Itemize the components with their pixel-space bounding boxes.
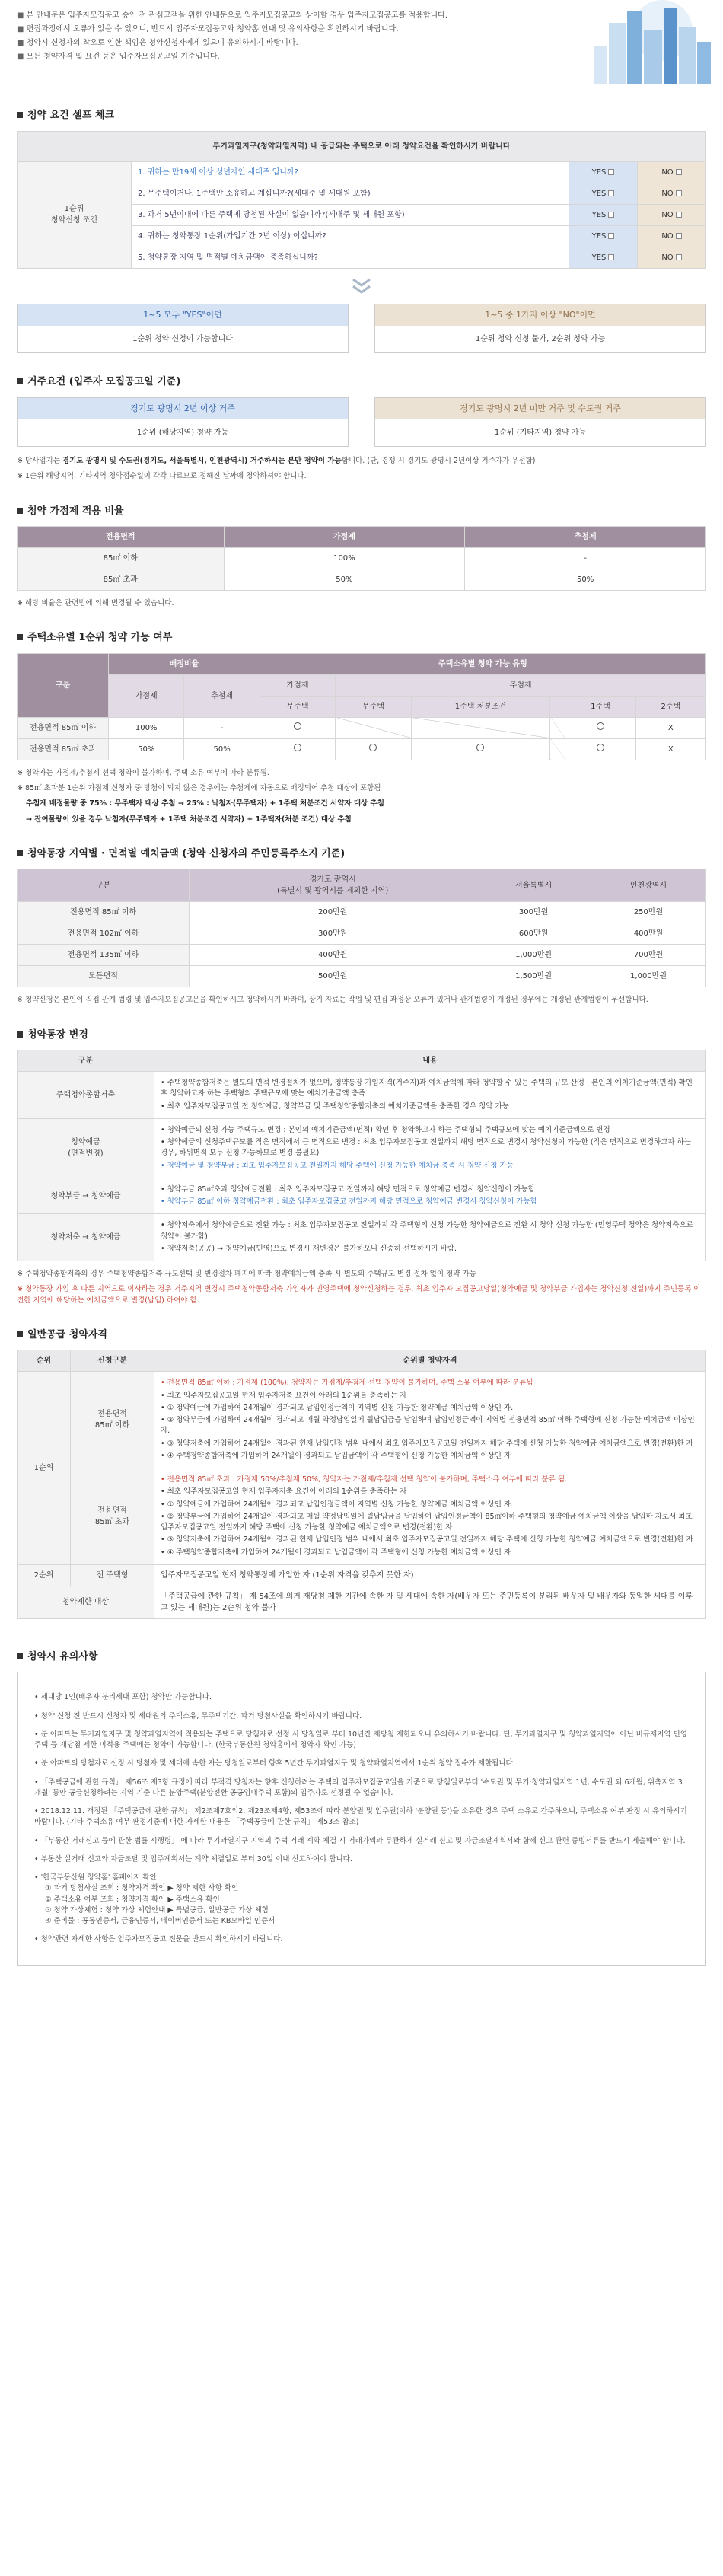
ownership-title: 주택소유별 1순위 청약 가능 여부 — [17, 630, 706, 646]
intro-item: ■ 청약시 신청자의 착오로 인한 책임은 청약신청자에게 있으니 유의하시기 바랍니다. — [17, 37, 549, 49]
general-title: 일반공급 청약자격 — [17, 1328, 706, 1343]
city-skyline-illustration — [548, 0, 715, 84]
table-header: 가점제 — [224, 527, 465, 548]
yes-option[interactable]: YES — [569, 161, 638, 183]
result-yes-card — [17, 304, 349, 354]
circle-icon — [369, 744, 377, 751]
intro-item: ■ 편집과정에서 오류가 있을 수 있으니, 반드시 입주자모집공고와 청약홈 안내 및 유의사항을 확인하시기 바랍니다. — [17, 24, 549, 35]
general-table: 순위 신청구분 순위별 청약자격 1순위 전용면적 85㎡ 이하 • 전용면적 85㎡ 이하 : 가점제 (100%), 청약자는 가점제/추첨제 선택 청약이 불가하며, 주택 소유 여부에 따라 분류됨 • 최초 입주자모집공고일 현재 입주자저축 요건이 아래의 1순위를 충족하는 자 • ① 청약예금에 가입하여 24개월이 경과되고 납입인정금액이 지역별 신청 가능한 청약예금 예치금액 이상인 자. • ② 청약부금에 가입하여 24개월이 경과되고 매월 약정납입일에 월납입금을 납입하여 납입인정금액이 지역별 전용면적 85㎡ 이하 주택형에 신청 가능한 예치금액 이상인 자. • ③ 청약저축에 가입하여 24개월이 경과된 현재 납입인정 범위 내에서 최초 입주자모집공고일 전일까지 해당 주택에 신청 가능한 청약예금 예치금액으로 변경(전환)한 자 • ④ 주택청약종합저축에 가입하여 24개월이 경과되고 납입금액이 각 주택형에 신청 가능한 예치금액 이상인 자 전용면적 85㎡ 초과 • 전용면적 85㎡ 초과 : 가점제 50%/추첨제 50%, 청약자는 가점제/추첨제 선택 청약이 불가하며, 주택소유 여부에 따라 분류 됨. • 최초 입주자모집공고일 현재 입주자저축 요건이 아래의 1순위를 충족하는 자 • ① 청약예금에 가입하여 24개월이 경과되고 납입인정금액이 지역별 신청 가능한 청약예금 예치금액 이상인 자. • ② 청약부금에 가입하여 24개월이 경과되고 매월 약정납입일에 월납입금을 납입하여 납입인정금액이 85㎡이하 주택형의 청약예금 예치금액 이상을 납입한 자로서 최초 입주자모집공고일 전일까지 해당 주택에 신청 가능한 청약예금 예치금액으로 변경(전환)한 자 • ③ 청약저축에 가입하여 24개월이 경과된 현재 납입인정 범위 내에서 최초 입주자모집공고일 전일까지 해당 주택에 신청 가능한 청약예금 예치금액으로 변경(전환)한 자 • ④ 주택청약종합저축에 가입하여 24개월이 경과되고 납입금액이 각 주택형에 신청 가능한 예치금액 이상인 자 2순위 전 주택형 입주자모집공고일 현재 청약통장에 가입한 자 (1순위 자격을 갖추지 못한 자) 청약제한 대상 「주택공급에 관한 규칙」 제 54조에 의거 재당첨 제한 기간에 속한 자 및 세대에 속한 자(배우자 또는 주민등록이 분리된 배우자 및 배우자와 동일한 세대를 이루고 있는 세대원)는 2순위 청약 불가 — [17, 1350, 706, 1619]
deposit-note: ※ 청약신청은 본인이 직접 관계 법령 및 입주자모집공고문을 확인하시고 청약하시기 바라며, 상기 자료는 작업 및 편집 과정상 오류가 있거나 관계법령이 개정된 경우에는 개정된 관계법령이 우선합니다. — [17, 996, 648, 1005]
list-item: • '한국부동산원 청약홈' 홈페이지 확인 ① 과거 당첨사실 조회 : 청약자격 확인 ▶ 청약 제한 사항 확인 ② 주택소유 여부 조회 : 청약자격 확인 ▶ 주택소유 확인 ③ 청약 가상체험 : 청약 가상 체험안내 ▶ 특별공급, 일반공급 가상 체험 ④ 준비물 : 공동인증서, 금융인증서, 네이버인증서 또는 KB모바일 인증서 — [34, 1873, 689, 1927]
no-option[interactable]: NO — [638, 183, 706, 204]
table-row: 청약저축 → 청약예금 • 청약저축에서 청약예금으로 전환 가능 : 최초 입주자모집공고 전일까지 각 주택형의 신청 가능한 청약예금으로 전환 시 청약 신청 가능함 (민영주택 청약은 청약저축으로 청약이 불가함) • 청약저축(공공) → 청약예금(민영)으로 변경시 재변경은 불가하오니 신중히 선택하시기 바람. — [18, 1214, 706, 1261]
checkbox-icon[interactable] — [676, 169, 682, 175]
self-check-row-label: 1순위 청약신청 조건 — [18, 161, 132, 268]
residence-cards — [17, 397, 706, 448]
checkbox-icon[interactable] — [608, 190, 614, 196]
residence-other-body: 1순위 (기타지역) 청약 가능 — [375, 419, 705, 446]
no-option[interactable]: NO — [638, 161, 706, 183]
table-row: 전용면적 102㎡ 이하 300만원 600만원 400만원 — [18, 923, 706, 945]
list-item: • 분 아파트의 당첨자로 선정 시 당첨자 및 세대에 속한 자는 당첨일로부터 향후 5년간 투기과열지구 및 청약과열지역에서 1순위 청약 접수가 제한됩니다. — [34, 1758, 689, 1769]
table-row: 청약제한 대상 「주택공급에 관한 규칙」 제 54조에 의거 재당첨 제한 기간에 속한 자 및 세대에 속한 자(배우자 또는 주민등록이 분리된 배우자 및 배우자와 동일한 세대를 이루고 있는 세대원)는 2순위 청약 불가 — [18, 1586, 706, 1618]
checkbox-icon[interactable] — [608, 169, 614, 175]
checkbox-icon[interactable] — [676, 190, 682, 196]
result-yes-body: 1순위 청약 신청이 가능합니다 — [18, 326, 348, 352]
change-note-1: ※ 주택청약종합저축의 경우 주택청약종합저축 규모선택 및 변경절차 폐지에 따라 청약예치금액 충족 시 별도의 주택규모 변경 절차 없이 청약 가능 — [17, 1270, 476, 1278]
intro-item: ■ 본 안내문은 입주자모집공고 승인 전 관심고객을 위한 안내문으로 입주자모집공고와 상이할 경우 입주자모집공고를 적용합니다. — [17, 10, 549, 21]
intro-list — [17, 10, 549, 62]
residence-local-card — [17, 397, 349, 448]
ratio-note: ※ 해당 비율은 관련법에 의해 변경될 수 있습니다. — [17, 599, 174, 607]
caution-box — [17, 1672, 706, 1965]
yes-option[interactable]: YES — [569, 183, 638, 204]
list-item: • 「부동산 거래신고 등에 관한 법률 시행령」 에 따라 투기과열지구 지역의 주택 거래 계약 체결 시 거래가액과 무관하게 실거래 신고 및 자금조달계획서와 함께 신고 관련 증빙서류를 반드시 제출해야 합니다. — [34, 1836, 689, 1847]
list-item: • 청약관련 자세한 사항은 입주자모집공고 전문을 반드시 확인하시기 바랍니다. — [34, 1934, 689, 1945]
list-item: • 분 아파트는 투기과열지구 및 청약과열지역에 적용되는 주택으로 당첨자로 선정 시 당첨일로 부터 10년간 재당첨 제한되오니 유의하시기 바랍니다. 단, 투기과열지구 및 청약과열지역이 아닌 비규제지역 민영주택 등 재당첨 제한 미적용 주택에는 청약이 가능합니다. (한국부동산원 청약홈에서 청약자 확인 가능) — [34, 1730, 689, 1752]
table-row: 전용면적 85㎡ 이하 100% - X — [18, 717, 706, 738]
result-cards — [17, 304, 706, 354]
list-item: • 2018.12.11. 개정된 「주택공급에 관한 규칙」 제2조제7호의2, 제23조제4항, 제53조에 따라 분양권 및 입주권(이하 '분양권 등')을 소유한 경우 주택 소유로 간주하오니, 주택소유 여부 판정 시 유의하시기 바랍니다. (기타 주택소유 여부 판정기준에 대한 자세한 내용은 「주택공급에 관한 규칙」 제53조 참조) — [34, 1806, 689, 1828]
residence-other-title: 경기도 광명시 2년 미만 거주 및 수도권 거주 — [375, 398, 705, 420]
table-row: 주택청약종합저축 • 주택청약종합저축은 별도의 면적 변경절차가 없으며, 청약통장 가입자격(거주지)과 예치금액에 따라 청약할 수 있는 주택의 규모 산정 : 본인의 예치기준금액(면적) 확인 후 청약하고자 하는 주택형의 주택규모에 맞는 예치기준금액 충족 • 최초 입주자모집공고일 전 청약예금, 청약부금 및 주택청약종합저축의 예치기준금액을 충족한 경우 청약 가능 — [18, 1072, 706, 1119]
checkbox-icon[interactable] — [608, 254, 614, 260]
residence-local-title: 경기도 광명시 2년 이상 거주 — [18, 398, 348, 420]
result-no-card — [374, 304, 706, 354]
ownership-table: 구분 배정비율 주택소유별 청약 가능 유형 가점제 추첨제 가점제 추첨제 무주택 무주택 1주택 처분조건 1주택 2주택 전용면적 85㎡ 이하 100% - X 전용면적 85㎡ 초과 50% 50% X — [17, 653, 706, 760]
checkbox-icon[interactable] — [676, 233, 682, 239]
question-1: 1. 귀하는 만19세 이상 성년자인 세대주 입니까? — [132, 161, 569, 183]
ratio-title: 청약 가점제 적용 비율 — [17, 504, 706, 519]
question-4: 4. 귀하는 청약통장 1순위(가입기간 2년 이상) 이십니까? — [132, 225, 569, 247]
circle-icon — [597, 744, 604, 751]
list-item: • 세대당 1인(배우자 분리세대 포함) 청약만 가능합니다. — [34, 1692, 689, 1703]
ownership-note-2: ※ 85㎡ 초과분 1순위 가점제 신청자 중 당첨이 되지 않은 경우에는 추첨제에 자동으로 배정되어 추첨 대상에 포함됨 — [17, 784, 381, 792]
intro-section — [0, 0, 723, 91]
caution-title: 청약시 유의사항 — [17, 1650, 706, 1665]
checkbox-icon[interactable] — [676, 254, 682, 260]
table-row: 전용면적 85㎡ 이하 200만원 300만원 250만원 — [18, 902, 706, 923]
residence-other-card — [374, 397, 706, 448]
intro-item: ■ 모든 청약자격 및 요건 등은 입주자모집공고일 기준입니다. — [17, 51, 549, 62]
table-row: 85㎡ 초과 50% 50% — [18, 569, 706, 591]
yes-option[interactable]: YES — [569, 247, 638, 268]
self-check-header: 투기과열지구(청약과열지역) 내 공급되는 주택으로 아래 청약요건을 확인하시기 바랍니다 — [18, 131, 706, 161]
table-row: 전용면적 85㎡ 초과 50% 50% X — [18, 738, 706, 760]
ownership-note-1: ※ 청약자는 가점제/추첨제 선택 청약이 불가하며, 주택 소유 여부에 따라 분류됨. — [17, 768, 269, 777]
table-row: 전용면적 85㎡ 초과 • 전용면적 85㎡ 초과 : 가점제 50%/추첨제 50%, 청약자는 가점제/추첨제 선택 청약이 불가하며, 주택소유 여부에 따라 분류 됨. • 최초 입주자모집공고일 현재 입주자저축 요건이 아래의 1순위를 충족하는 자 • ① 청약예금에 가입하여 24개월이 경과되고 납입인정금액이 지역별 신청 가능한 청약예금 예치금액 이상인 자. • ② 청약부금에 가입하여 24개월이 경과되고 매월 약정납입일에 월납입금을 납입하여 납입인정금액이 85㎡이하 주택형의 청약예금 예치금액 이상을 납입한 자로서 최초 입주자모집공고일 전일까지 해당 주택에 신청 가능한 청약예금 예치금액으로 변경(전환)한 자 • ③ 청약저축에 가입하여 24개월이 경과된 현재 납입인정 범위 내에서 최초 입주자모집공고일 전일까지 해당 주택에 신청 가능한 청약예금 예치금액으로 변경(전환)한 자 • ④ 주택청약종합저축에 가입하여 24개월이 경과되고 납입금액이 각 주택형에 신청 가능한 예치금액 이상인 자 — [18, 1468, 706, 1565]
ownership-note-4: → 잔여물량이 있을 경우 낙첨자(무주택자 + 1주택 처분조건 서약자) + 1주택자(처분 조건) 대상 추첨 — [26, 815, 352, 824]
residence-note-2: ※ 1순위 해당지역, 기타지역 청약접수일이 각각 다르므로 정해진 날짜에 청약하셔야 합니다. — [17, 472, 307, 481]
table-row: 청약예금 (면적변경) • 청약예금의 신청 가능 주택규모 변경 : 본인의 예치기준금액(면적) 확인 후 청약하고자 하는 주택형의 주택규모에 맞는 예치기준금액으로 변경 • 청약예금의 신청주택규모를 작은 면적에서 큰 면적으로 변경 : 최초 입주자모집공고 전일까지 해당 면적으로 변경시 청약신청이 가능한 (작은 면적으로 변경하고자 하는 경우, 하위면적 모두 신청 가능하므로 변경 불필요) • 청약예금 및 청약부금 : 최초 입주자모집공고 전일까지 해당 주택에 신청 가능한 예치금 충족 시 청약 신청 가능 — [18, 1118, 706, 1178]
table-row: 1순위 전용면적 85㎡ 이하 • 전용면적 85㎡ 이하 : 가점제 (100%), 청약자는 가점제/추첨제 선택 청약이 불가하며, 주택 소유 여부에 따라 분류됨 • 최초 입주자모집공고일 현재 입주자저축 요건이 아래의 1순위를 충족하는 자 • ① 청약예금에 가입하여 24개월이 경과되고 납입인정금액이 지역별 신청 가능한 청약예금 예치금액 이상인 자. • ② 청약부금에 가입하여 24개월이 경과되고 매월 약정납입일에 월납입금을 납입하여 납입인정금액이 지역별 전용면적 85㎡ 이하 주택형에 신청 가능한 예치금액 이상인 자. • ③ 청약저축에 가입하여 24개월이 경과된 현재 납입인정 범위 내에서 최초 입주자모집공고일 전일까지 해당 주택에 신청 가능한 청약예금 예치금액으로 변경(전환)한 자 • ④ 주택청약종합저축에 가입하여 24개월이 경과되고 납입금액이 각 주택형에 신청 가능한 예치금액 이상인 자 — [18, 1372, 706, 1468]
yes-option[interactable]: YES — [569, 225, 638, 247]
table-header: 추첨제 — [465, 527, 706, 548]
list-item: • 부동산 실거래 신고와 자금조달 및 입주계획서는 계약 체결일로 부터 30일 이내 신고하여야 합니다. — [34, 1854, 689, 1865]
circle-icon — [476, 744, 484, 751]
question-5: 5. 청약통장 지역 및 면적별 예치금액이 충족하십니까? — [132, 247, 569, 268]
question-2: 2. 무주택이거나, 1주택만 소유하고 계십니까?(세대주 및 세대원 포함) — [132, 183, 569, 204]
checkbox-icon[interactable] — [676, 212, 682, 218]
residence-note-1: ※ 당사업지는 경기도 광명시 및 수도권(경기도, 서울특별시, 인천광역시) 거주하시는 분만 청약이 가능합니다. (단, 경쟁 시 경기도 광명시 2년이상 거주자가 우선함) — [17, 457, 536, 465]
list-item: • 청약 신청 전 반드시 신청자 및 세대원의 주택소유, 무주택기간, 과거 당첨사실을 확인하시기 바랍니다. — [34, 1711, 689, 1722]
table-row: 모든면적 500만원 1,500만원 1,000만원 — [18, 966, 706, 987]
result-no-title: 1~5 중 1가지 이상 "NO"이면 — [375, 304, 705, 327]
result-yes-title: 1~5 모두 "YES"이면 — [18, 304, 348, 327]
table-row: 85㎡ 이하 100% - — [18, 548, 706, 569]
table-header: 전용면적 — [18, 527, 225, 548]
self-check-title: 청약 요건 셀프 체크 — [17, 108, 706, 123]
change-table: 구분 내용 주택청약종합저축 • 주택청약종합저축은 별도의 면적 변경절차가 없으며, 청약통장 가입자격(거주지)과 예치금액에 따라 청약할 수 있는 주택의 규모 산정 : 본인의 예치기준금액(면적) 확인 후 청약하고자 하는 주택형의 주택규모에 맞는 예치기준금액 충족 • 최초 입주자모집공고일 전 청약예금, 청약부금 및 주택청약종합저축의 예치기준금액을 충족한 경우 청약 가능 청약예금 (면적변경) • 청약예금의 신청 가능 주택규모 변경 : 본인의 예치기준금액(면적) 확인 후 청약하고자 하는 주택형의 주택규모에 맞는 예치기준금액으로 변경 • 청약예금의 신청주택규모를 작은 면적에서 큰 면적으로 변경 : 최초 입주자모집공고 전일까지 해당 면적으로 변경시 청약신청이 가능한 (작은 면적으로 변경하고자 하는 경우, 하위면적 모두 신청 가능하므로 변경 불필요) • 청약예금 및 청약부금 : 최초 입주자모집공고 전일까지 해당 주택에 신청 가능한 예치금 충족 시 청약 신청 가능 청약부금 → 청약예금 • 청약부금 85㎡초과 청약예금전환 : 최초 입주자모집공고 전일까지 해당 면적으로 청약예금 변경시 청약신청이 가능함 • 청약부금 85㎡ 이하 청약예금전환 : 최초 입주자모집공고 전일까지 해당 면적으로 청약예금 변경시 청약신청이 가능함 청약저축 → 청약예금 • 청약저축에서 청약예금으로 전환 가능 : 최초 입주자모집공고 전일까지 각 주택형의 신청 가능한 청약예금으로 전환 시 청약 신청 가능함 (민영주택 청약은 청약저축으로 청약이 불가함) • 청약저축(공공) → 청약예금(민영)으로 변경시 재변경은 불가하오니 신중히 선택하시기 바람. — [17, 1050, 706, 1261]
change-title: 청약통장 변경 — [17, 1028, 706, 1043]
no-option[interactable]: NO — [638, 225, 706, 247]
table-row: 2순위 전 주택형 입주자모집공고일 현재 청약통장에 가입한 자 (1순위 자격을 갖추지 못한 자) — [18, 1564, 706, 1586]
no-option[interactable]: NO — [638, 204, 706, 225]
question-3: 3. 과거 5년이내에 다른 주택에 당첨된 사실이 없습니까?(세대주 및 세대원 포함) — [132, 204, 569, 225]
list-item: • 「주택공급에 관한 규칙」 제56조 제3항 규정에 따라 부적격 당첨자는 향후 신청하려는 주택의 입주자모집공고일을 기준으로 당첨일로부터 '수도권 및 투기·청약과열지역 1년, 수도권 외 6개월, 위축지역 3개월' 동안 공급신청하려는 지역 기준 다른 분양주택(분양전환 공공임대주택 포함)의 입주자로 선정될 수 없습니다. — [34, 1777, 689, 1800]
circle-icon — [597, 722, 604, 730]
residence-title: 거주요건 (입주자 모집공고일 기준) — [17, 375, 706, 390]
self-check-table — [17, 131, 706, 269]
ratio-table — [17, 526, 706, 591]
residence-local-body: 1순위 (해당지역) 청약 가능 — [18, 419, 348, 446]
yes-option[interactable]: YES — [569, 204, 638, 225]
deposit-title: 청약통장 지역별 · 면적별 예치금액 (청약 신청자의 주민등록주소지 기준) — [17, 846, 706, 862]
checkbox-icon[interactable] — [608, 212, 614, 218]
checkbox-icon[interactable] — [608, 233, 614, 239]
change-note-2: ※ 청약통장 가입 후 다른 지역으로 이사하는 경우 거주지역 변경시 주택청약종합저축 가입자가 민영주택에 청약신청하는 경우, 최초 입주자 모집공고당일(청약예금 및 청약부금 가입자는 청약신청 전일)까지 주민등록 이전한 지역에 해당하는 예치금액으로 변경(납입) 하여야 함. — [17, 1285, 701, 1305]
no-option[interactable]: NO — [638, 247, 706, 268]
chevron-down-icon — [350, 276, 373, 296]
deposit-table: 구분 경기도 광역시 (특별시 및 광역시를 제외한 지역) 서울특별시 인천광역시 전용면적 85㎡ 이하 200만원 300만원 250만원 전용면적 102㎡ 이하 300만원 600만원 400만원 전용면적 135㎡ 이하 400만원 1,000만원 700만원 모든면적 500만원 1,500만원 1,000만원 — [17, 869, 706, 987]
ownership-note-3: 추첨제 배정물량 중 75% : 무주택자 대상 추첨 → 25% : 낙첨자(무주택자) + 1주택 처분조건 서약자 대상 추첨 — [26, 799, 384, 808]
table-row: 청약부금 → 청약예금 • 청약부금 85㎡초과 청약예금전환 : 최초 입주자모집공고 전일까지 해당 면적으로 청약예금 변경시 청약신청이 가능함 • 청약부금 85㎡ 이하 청약예금전환 : 최초 입주자모집공고 전일까지 해당 면적으로 청약예금 변경시 청약신청이 가능함 — [18, 1178, 706, 1214]
result-no-body: 1순위 청약 신청 불가, 2순위 청약 가능 — [375, 326, 705, 352]
circle-icon — [294, 744, 301, 751]
circle-icon — [294, 722, 301, 730]
table-row: 전용면적 135㎡ 이하 400만원 1,000만원 700만원 — [18, 945, 706, 966]
